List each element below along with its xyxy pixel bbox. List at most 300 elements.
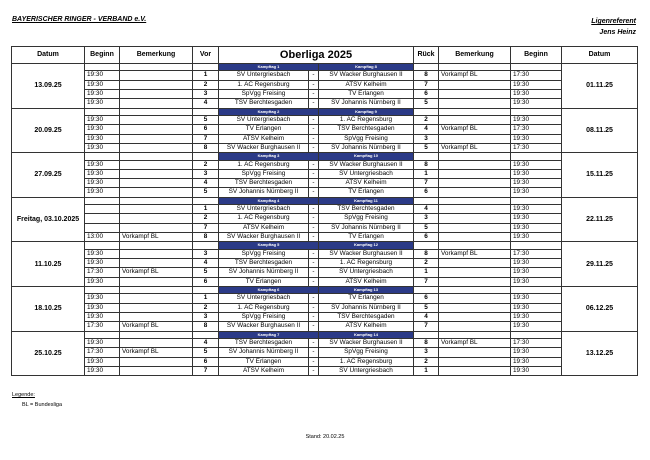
match-row [12, 205, 638, 214]
remark-return [439, 90, 511, 99]
first-leg-number: 4 [193, 179, 219, 188]
first-leg-number: 4 [193, 338, 219, 347]
first-leg-number: 5 [193, 268, 219, 277]
separator-dash: - [309, 90, 319, 99]
home-team: TSV Berchtesgaden [219, 259, 309, 268]
first-leg-number: 5 [193, 348, 219, 357]
away-team: SV Untergriesbach [319, 268, 414, 277]
return-leg-number: 1 [414, 366, 439, 375]
begin-time-first: 19:30 [85, 116, 120, 125]
separator-dash: - [309, 366, 319, 375]
away-team: 1. AC Regensburg [319, 357, 414, 366]
remark-return: Vorkampf BL [439, 143, 511, 152]
remark-first [120, 179, 193, 188]
separator-dash: - [309, 134, 319, 143]
left-date: 20.09.25 [12, 108, 85, 153]
first-leg-number: 7 [193, 223, 219, 232]
return-leg-number: 8 [414, 160, 439, 169]
away-team: ATSV Kelheim [319, 322, 414, 331]
begin-time-return: 19:30 [511, 90, 562, 99]
kampftag-row [12, 108, 638, 115]
remark-return [439, 322, 511, 331]
remark-first [120, 71, 193, 80]
col-beginn-2: Beginn [511, 47, 562, 64]
begin-time-return: 19:30 [511, 214, 562, 223]
return-leg-number: 6 [414, 90, 439, 99]
begin-time-return: 19:30 [511, 259, 562, 268]
kampftag-row [12, 331, 638, 338]
separator-dash: - [309, 80, 319, 89]
away-team: SV Wacker Burghausen II [319, 338, 414, 347]
first-leg-number: 6 [193, 277, 219, 286]
begin-time-return: 19:30 [511, 116, 562, 125]
remark-return [439, 277, 511, 286]
empty-cell [414, 242, 439, 249]
remark-return [439, 348, 511, 357]
empty-cell [193, 242, 219, 249]
home-team: 1. AC Regensburg [219, 303, 309, 312]
empty-cell [193, 153, 219, 160]
remark-return [439, 134, 511, 143]
empty-cell [193, 64, 219, 71]
separator-dash: - [309, 348, 319, 357]
first-leg-number: 2 [193, 214, 219, 223]
return-leg-number: 1 [414, 268, 439, 277]
home-team: SV Untergriesbach [219, 294, 309, 303]
kampftag-left-label: Kampftag 1 [219, 64, 319, 71]
return-leg-number: 8 [414, 71, 439, 80]
away-team: TV Erlangen [319, 188, 414, 197]
empty-cell [193, 331, 219, 338]
begin-time-first: 19:30 [85, 303, 120, 312]
col-rueck: Rück [414, 47, 439, 64]
kampftag-row [12, 64, 638, 71]
kampftag-left-label: Kampftag 6 [219, 286, 319, 293]
first-leg-number: 1 [193, 71, 219, 80]
begin-time-return: 19:30 [511, 366, 562, 375]
empty-cell [120, 64, 193, 71]
begin-time-return: 19:30 [511, 233, 562, 242]
kampftag-left-label: Kampftag 5 [219, 242, 319, 249]
begin-time-return: 17:30 [511, 338, 562, 347]
home-team: TSV Berchtesgaden [219, 179, 309, 188]
col-bemerkung-2: Bemerkung [439, 47, 511, 64]
first-leg-number: 7 [193, 366, 219, 375]
first-leg-number: 6 [193, 357, 219, 366]
home-team: ATSV Kelheim [219, 134, 309, 143]
begin-time-return: 19:30 [511, 160, 562, 169]
empty-cell [439, 153, 511, 160]
begin-time-return: 19:30 [511, 357, 562, 366]
begin-time-first: 19:30 [85, 143, 120, 152]
match-row [12, 160, 638, 169]
col-datum: Datum [12, 47, 85, 64]
home-team: SpVgg Freising [219, 249, 309, 258]
begin-time-first: 19:30 [85, 80, 120, 89]
empty-cell [414, 286, 439, 293]
return-leg-number: 5 [414, 223, 439, 232]
away-team: TSV Berchtesgaden [319, 205, 414, 214]
remark-first [120, 160, 193, 169]
remark-first: Vorkampf BL [120, 348, 193, 357]
begin-time-return: 19:30 [511, 179, 562, 188]
first-leg-number: 8 [193, 322, 219, 331]
right-date: 01.11.25 [562, 64, 638, 109]
home-team: SpVgg Freising [219, 90, 309, 99]
separator-dash: - [309, 249, 319, 258]
empty-cell [414, 108, 439, 115]
empty-cell [511, 242, 562, 249]
referent-name: Jens Heinz [599, 29, 636, 36]
empty-cell [439, 197, 511, 204]
remark-first: Vorkampf BL [120, 268, 193, 277]
first-leg-number: 3 [193, 312, 219, 321]
kampftag-left-label: Kampftag 2 [219, 108, 319, 115]
match-row [12, 125, 638, 134]
match-row [12, 134, 638, 143]
empty-cell [439, 64, 511, 71]
home-team: TSV Berchtesgaden [219, 338, 309, 347]
match-row [12, 366, 638, 375]
first-leg-number: 6 [193, 125, 219, 134]
away-team: ATSV Kelheim [319, 277, 414, 286]
right-date: 22.11.25 [562, 197, 638, 242]
col-datum-2: Datum [562, 47, 638, 64]
kampftag-right-label: Kampftag 13 [319, 286, 414, 293]
home-team: SV Johannis Nürnberg II [219, 188, 309, 197]
separator-dash: - [309, 179, 319, 188]
remark-first [120, 249, 193, 258]
remark-return: Vorkampf BL [439, 338, 511, 347]
right-date: 06.12.25 [562, 286, 638, 331]
home-team: SV Untergriesbach [219, 71, 309, 80]
home-team: SV Wacker Burghausen II [219, 143, 309, 152]
remark-return [439, 294, 511, 303]
away-team: SV Wacker Burghausen II [319, 160, 414, 169]
begin-time-first: 19:30 [85, 125, 120, 134]
match-row [12, 80, 638, 89]
col-beginn: Beginn [85, 47, 120, 64]
home-team: 1. AC Regensburg [219, 160, 309, 169]
return-leg-number: 4 [414, 205, 439, 214]
away-team: SV Johannis Nürnberg II [319, 223, 414, 232]
begin-time-first: 19:30 [85, 259, 120, 268]
remark-first: Vorkampf BL [120, 322, 193, 331]
home-team: TV Erlangen [219, 125, 309, 134]
remark-return [439, 205, 511, 214]
separator-dash: - [309, 322, 319, 331]
empty-cell [414, 331, 439, 338]
separator-dash: - [309, 268, 319, 277]
remark-return [439, 357, 511, 366]
separator-dash: - [309, 294, 319, 303]
begin-time-first: 19:30 [85, 99, 120, 108]
away-team: SV Untergriesbach [319, 366, 414, 375]
begin-time-first: 19:30 [85, 71, 120, 80]
match-row [12, 143, 638, 152]
remark-return [439, 188, 511, 197]
return-leg-number: 5 [414, 303, 439, 312]
return-leg-number: 6 [414, 188, 439, 197]
empty-cell [85, 64, 120, 71]
empty-cell [414, 64, 439, 71]
begin-time-return: 19:30 [511, 134, 562, 143]
remark-first [120, 80, 193, 89]
begin-time-return: 19:30 [511, 223, 562, 232]
match-row [12, 322, 638, 331]
separator-dash: - [309, 223, 319, 232]
match-row [12, 357, 638, 366]
return-leg-number: 6 [414, 233, 439, 242]
remark-return [439, 366, 511, 375]
home-team: SV Untergriesbach [219, 205, 309, 214]
away-team: SpVgg Freising [319, 214, 414, 223]
separator-dash: - [309, 233, 319, 242]
home-team: 1. AC Regensburg [219, 214, 309, 223]
begin-time-return: 19:30 [511, 348, 562, 357]
empty-cell [511, 197, 562, 204]
remark-return [439, 214, 511, 223]
return-leg-number: 7 [414, 179, 439, 188]
match-row [12, 233, 638, 242]
empty-cell [120, 108, 193, 115]
begin-time-return: 19:30 [511, 205, 562, 214]
separator-dash: - [309, 205, 319, 214]
kampftag-row [12, 242, 638, 249]
return-leg-number: 3 [414, 214, 439, 223]
remark-first [120, 366, 193, 375]
home-team: 1. AC Regensburg [219, 80, 309, 89]
return-leg-number: 7 [414, 80, 439, 89]
remark-return [439, 116, 511, 125]
away-team: SV Johannis Nürnberg II [319, 99, 414, 108]
begin-time-return: 17:30 [511, 125, 562, 134]
first-leg-number: 1 [193, 294, 219, 303]
empty-cell [120, 331, 193, 338]
first-leg-number: 3 [193, 90, 219, 99]
home-team: SV Johannis Nürnberg II [219, 268, 309, 277]
separator-dash: - [309, 312, 319, 321]
away-team: TV Erlangen [319, 233, 414, 242]
begin-time-first [85, 223, 120, 232]
first-leg-number: 3 [193, 169, 219, 178]
begin-time-first: 19:30 [85, 249, 120, 258]
home-team: SV Johannis Nürnberg II [219, 348, 309, 357]
match-row [12, 99, 638, 108]
empty-cell [85, 197, 120, 204]
first-leg-number: 3 [193, 249, 219, 258]
separator-dash: - [309, 277, 319, 286]
begin-time-return: 17:30 [511, 71, 562, 80]
remark-first [120, 188, 193, 197]
begin-time-return: 19:30 [511, 322, 562, 331]
remark-return [439, 179, 511, 188]
kampftag-right-label: Kampftag 10 [319, 153, 414, 160]
return-leg-number: 6 [414, 294, 439, 303]
remark-return [439, 268, 511, 277]
return-leg-number: 8 [414, 338, 439, 347]
remark-first [120, 294, 193, 303]
separator-dash: - [309, 125, 319, 134]
match-row [12, 71, 638, 80]
match-row [12, 169, 638, 178]
empty-cell [85, 108, 120, 115]
kampftag-row [12, 153, 638, 160]
kampftag-right-label: Kampftag 14 [319, 331, 414, 338]
separator-dash: - [309, 160, 319, 169]
remark-first [120, 277, 193, 286]
left-date: 13.09.25 [12, 64, 85, 109]
first-leg-number: 4 [193, 99, 219, 108]
remark-return [439, 312, 511, 321]
empty-cell [120, 286, 193, 293]
kampftag-row [12, 286, 638, 293]
begin-time-return: 19:30 [511, 268, 562, 277]
first-leg-number: 5 [193, 116, 219, 125]
empty-cell [85, 242, 120, 249]
empty-cell [85, 331, 120, 338]
home-team: SV Untergriesbach [219, 116, 309, 125]
away-team: SV Johannis Nürnberg II [319, 143, 414, 152]
begin-time-first: 19:30 [85, 188, 120, 197]
away-team: SV Wacker Burghausen II [319, 71, 414, 80]
home-team: TV Erlangen [219, 357, 309, 366]
first-leg-number: 5 [193, 188, 219, 197]
begin-time-first: 17:30 [85, 348, 120, 357]
kampftag-right-label: Kampftag 8 [319, 64, 414, 71]
home-team: TSV Berchtesgaden [219, 99, 309, 108]
separator-dash: - [309, 143, 319, 152]
left-date: 18.10.25 [12, 286, 85, 331]
empty-cell [511, 64, 562, 71]
empty-cell [511, 286, 562, 293]
match-row [12, 90, 638, 99]
right-date: 29.11.25 [562, 242, 638, 287]
begin-time-first: 19:30 [85, 357, 120, 366]
referent-title: Ligenreferent [591, 18, 636, 25]
match-row [12, 312, 638, 321]
first-leg-number: 4 [193, 259, 219, 268]
home-team: ATSV Kelheim [219, 223, 309, 232]
first-leg-number: 1 [193, 205, 219, 214]
remark-first [120, 205, 193, 214]
return-leg-number: 8 [414, 249, 439, 258]
remark-first [120, 90, 193, 99]
begin-time-return: 19:30 [511, 312, 562, 321]
away-team: TV Erlangen [319, 90, 414, 99]
home-team: SV Wacker Burghausen II [219, 322, 309, 331]
begin-time-first: 19:30 [85, 366, 120, 375]
begin-time-return: 19:30 [511, 303, 562, 312]
remark-first [120, 169, 193, 178]
col-bemerkung: Bemerkung [120, 47, 193, 64]
begin-time-return: 17:30 [511, 143, 562, 152]
separator-dash: - [309, 259, 319, 268]
begin-time-first: 19:30 [85, 338, 120, 347]
remark-first [120, 143, 193, 152]
away-team: TSV Berchtesgaden [319, 312, 414, 321]
first-leg-number: 2 [193, 160, 219, 169]
kampftag-row [12, 197, 638, 204]
remark-first: Vorkampf BL [120, 233, 193, 242]
match-row [12, 249, 638, 258]
remark-return: Vorkampf BL [439, 71, 511, 80]
remark-return [439, 99, 511, 108]
left-date: 25.10.25 [12, 331, 85, 376]
away-team: SV Untergriesbach [319, 169, 414, 178]
left-date: 27.09.25 [12, 153, 85, 198]
remark-first [120, 125, 193, 134]
separator-dash: - [309, 303, 319, 312]
begin-time-return: 19:30 [511, 277, 562, 286]
match-row [12, 348, 638, 357]
home-team: ATSV Kelheim [219, 366, 309, 375]
match-row [12, 223, 638, 232]
return-leg-number: 4 [414, 312, 439, 321]
empty-cell [193, 286, 219, 293]
referent-box [591, 16, 636, 38]
empty-cell [511, 108, 562, 115]
begin-time-first: 19:30 [85, 294, 120, 303]
match-row [12, 338, 638, 347]
empty-cell [511, 153, 562, 160]
separator-dash: - [309, 169, 319, 178]
separator-dash: - [309, 357, 319, 366]
remark-first [120, 134, 193, 143]
return-leg-number: 7 [414, 277, 439, 286]
home-team: TV Erlangen [219, 277, 309, 286]
schedule-table [11, 46, 638, 376]
begin-time-first [85, 214, 120, 223]
away-team: SV Wacker Burghausen II [319, 249, 414, 258]
remark-return [439, 169, 511, 178]
return-leg-number: 5 [414, 143, 439, 152]
remark-first [120, 303, 193, 312]
remark-return [439, 80, 511, 89]
return-leg-number: 2 [414, 357, 439, 366]
begin-time-first: 19:30 [85, 312, 120, 321]
league-title: Oberliga 2025 [219, 47, 414, 64]
empty-cell [120, 242, 193, 249]
match-row [12, 294, 638, 303]
remark-first [120, 99, 193, 108]
begin-time-first: 19:30 [85, 90, 120, 99]
return-leg-number: 2 [414, 259, 439, 268]
match-row [12, 116, 638, 125]
separator-dash: - [309, 116, 319, 125]
begin-time-return: 19:30 [511, 294, 562, 303]
away-team: ATSV Kelheim [319, 179, 414, 188]
kampftag-left-label: Kampftag 3 [219, 153, 319, 160]
return-leg-number: 4 [414, 125, 439, 134]
home-team: SpVgg Freising [219, 169, 309, 178]
first-leg-number: 8 [193, 143, 219, 152]
org-name: BAYERISCHER RINGER - VERBAND e.V. [12, 16, 147, 23]
left-date: Freitag, 03.10.2025 [12, 197, 85, 242]
kampftag-right-label: Kampftag 12 [319, 242, 414, 249]
remark-return [439, 160, 511, 169]
away-team: ATSV Kelheim [319, 80, 414, 89]
begin-time-return: 19:30 [511, 169, 562, 178]
away-team: SpVgg Freising [319, 348, 414, 357]
begin-time-return: 19:30 [511, 80, 562, 89]
empty-cell [85, 153, 120, 160]
begin-time-first: 19:30 [85, 134, 120, 143]
right-date: 08.11.25 [562, 108, 638, 153]
remark-return [439, 223, 511, 232]
match-row [12, 259, 638, 268]
kampftag-right-label: Kampftag 9 [319, 108, 414, 115]
